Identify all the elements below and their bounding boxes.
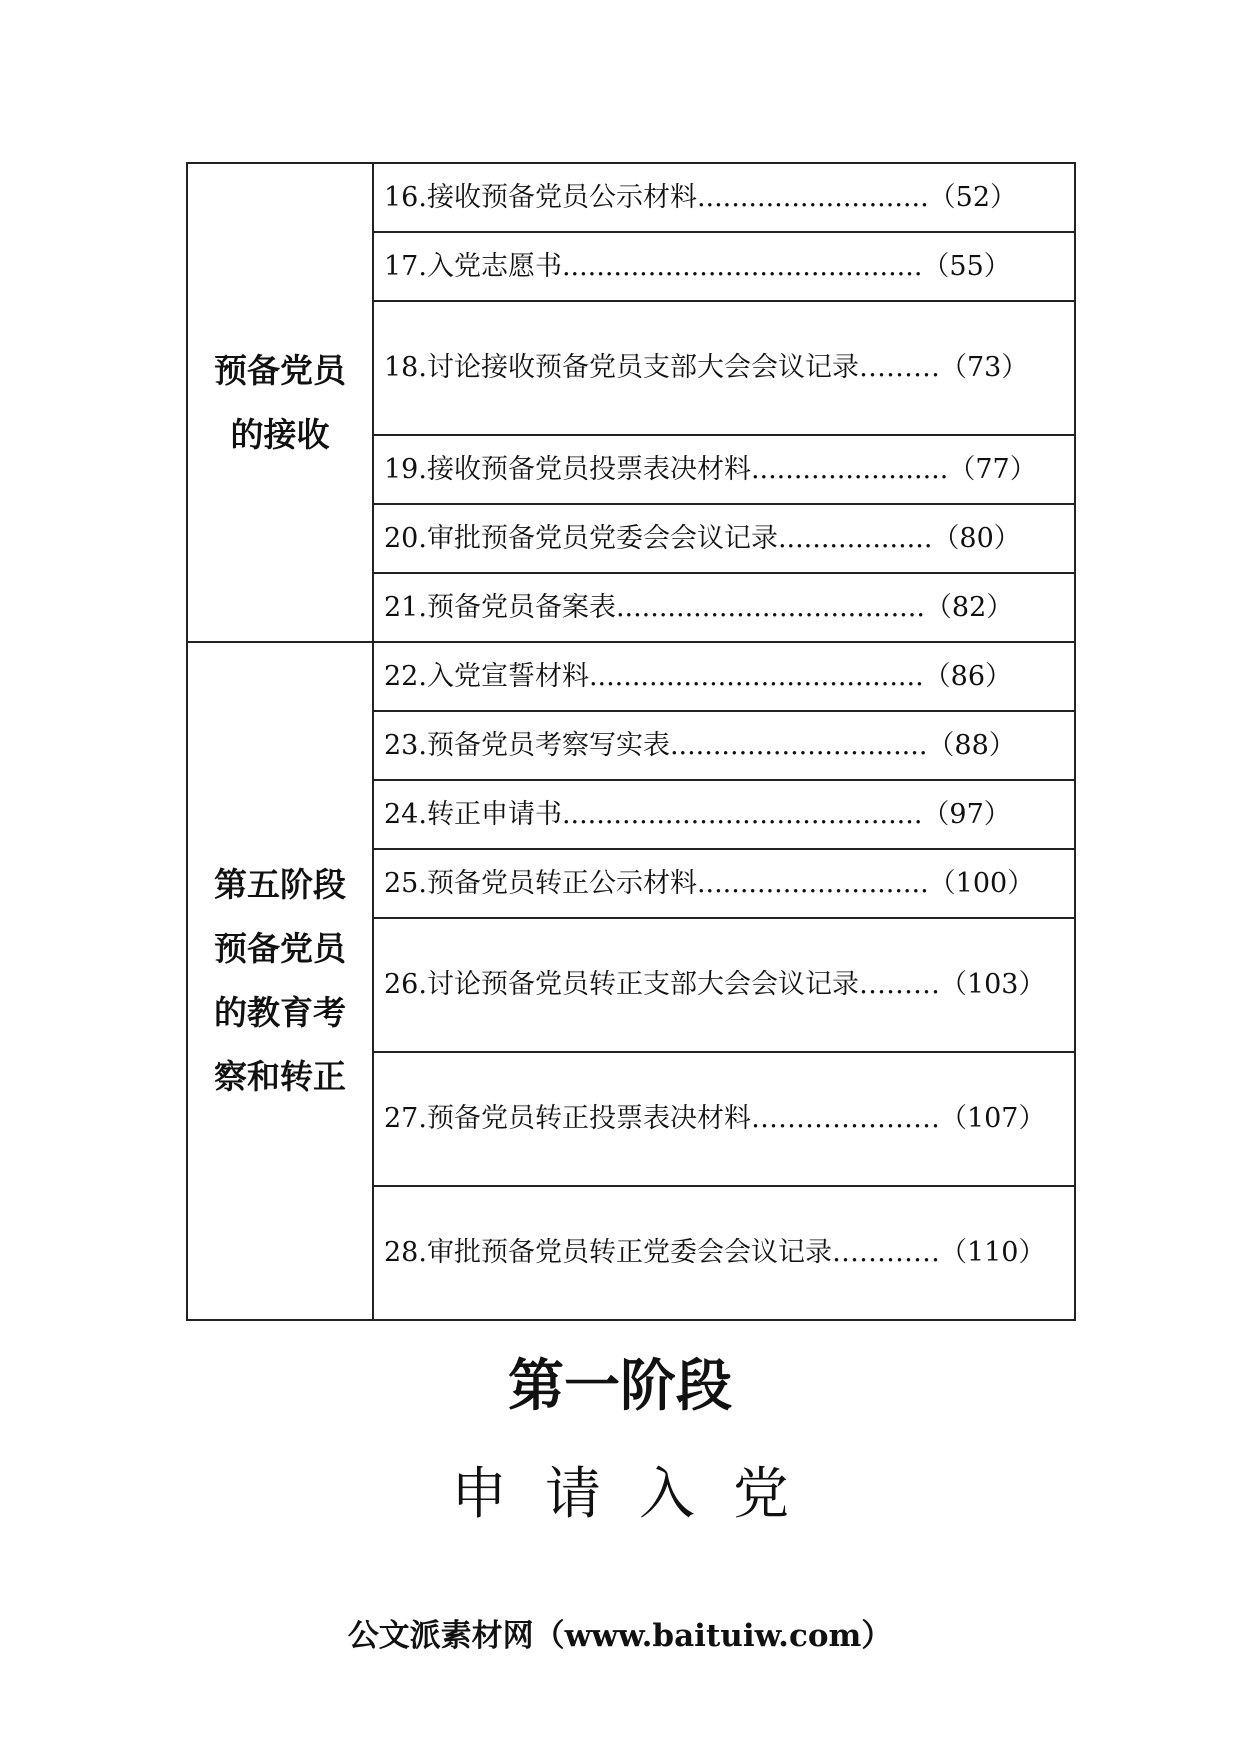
toc-entry: 25.预备党员转正公示材料...........................（100） [373, 849, 1075, 918]
stage-heading: 第一阶段 [508, 1354, 732, 1419]
stage-label-line: 第五阶段 [214, 865, 346, 904]
toc-entry: 20.审批预备党员党委会会议记录..................（80） [373, 504, 1075, 573]
toc-entry: 22.入党宣誓材料.......................................（86） [373, 642, 1075, 711]
toc-entry: 28.审批预备党员转正党委会会议记录…………（110） [373, 1186, 1075, 1320]
toc-entry: 23.预备党员考察写实表..............................（88） [373, 711, 1075, 780]
stage-cell-receive [187, 163, 373, 642]
stage-label-line: 的接收 [230, 414, 330, 454]
footer-watermark-text: 公文派素材网（www.baituiw.com） [347, 1618, 893, 1654]
toc-entry: 21.预备党员备案表....................................（82） [373, 573, 1075, 642]
toc-entry: 26.讨论预备党员转正支部大会会议记录………（103） [373, 918, 1075, 1052]
toc-entry: 24.转正申请书..........................................（97） [373, 780, 1075, 849]
toc-entry: 27.预备党员转正投票表决材料…………………（107） [373, 1052, 1075, 1186]
toc-entry: 17.入党志愿书..........................................（55） [373, 232, 1075, 301]
toc-entry: 19.接收预备党员投票表决材料.......................（77） [373, 435, 1075, 504]
stage-label-line: 预备党员 [214, 929, 346, 968]
toc-entry: 16.接收预备党员公示材料...........................（52） [373, 163, 1075, 232]
stage-label-line: 察和转正 [214, 1057, 346, 1096]
stage-cell-probation [187, 642, 373, 1320]
stage-label-line: 的教育考 [214, 993, 346, 1032]
stage-title: 申请入党 [451, 1462, 827, 1527]
stage-label-line: 预备党员 [214, 350, 346, 390]
toc-entry: 18.讨论接收预备党员支部大会会议记录………（73） [373, 301, 1075, 435]
toc-table [186, 162, 1076, 1321]
